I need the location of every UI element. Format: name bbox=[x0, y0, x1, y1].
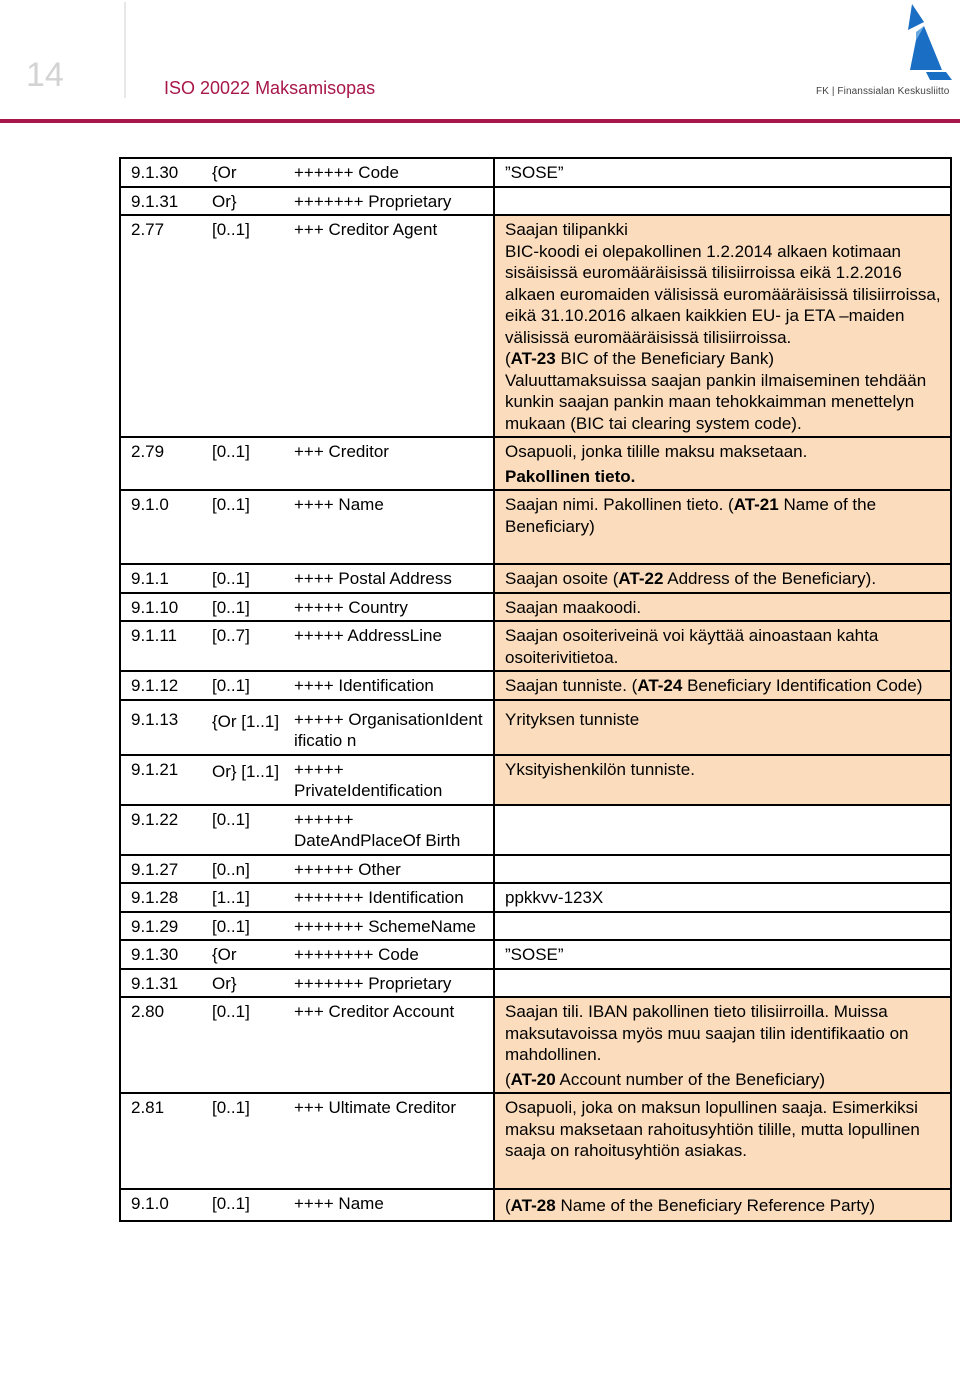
row-id: 9.1.11 bbox=[120, 621, 210, 671]
row-id: 9.1.31 bbox=[120, 187, 210, 216]
page-header bbox=[0, 0, 960, 122]
table-row bbox=[120, 158, 951, 187]
table-row bbox=[120, 755, 951, 805]
row-multiplicity: [0..1] bbox=[210, 490, 294, 564]
row-id: 2.79 bbox=[120, 437, 210, 490]
desc-line: BIC-koodi ei olepakollinen 1.2.2014 alkaen kotimaan sisäisissä euromääräisissä tilisiirroissa eikä 1.2.2016 alkaen euromaiden välisissä euromääräisissä tilisiirroissa, eikä 31.10.2016 alkaen kaikkien EU- ja ETA –maiden välisissä euromääräisissä tilisiirroissa. bbox=[505, 241, 941, 347]
row-multiplicity: [0..7] bbox=[210, 621, 294, 671]
desc-text: ( bbox=[505, 1069, 511, 1089]
document-title: ISO 20022 Maksamisopas bbox=[164, 78, 376, 98]
table-row bbox=[120, 187, 951, 216]
row-element-name: +++ Creditor bbox=[294, 437, 494, 490]
row-multiplicity: [0..1] bbox=[210, 593, 294, 622]
row-element-name: +++++ AddressLine bbox=[294, 621, 494, 671]
row-element-name: +++++++ Proprietary bbox=[294, 187, 494, 216]
row-multiplicity: [0..1] bbox=[210, 912, 294, 941]
row-multiplicity: [0..1] bbox=[210, 1189, 294, 1221]
desc-line bbox=[505, 1069, 941, 1091]
table-row bbox=[120, 805, 951, 855]
spacer bbox=[505, 1162, 941, 1186]
desc-text: Name of the Beneficiary) bbox=[505, 495, 877, 536]
row-description bbox=[494, 805, 951, 855]
row-id: 9.1.10 bbox=[120, 593, 210, 622]
table-row bbox=[120, 883, 951, 912]
at-code: AT-28 bbox=[510, 1195, 556, 1215]
row-description: Yrityksen tunniste bbox=[494, 700, 951, 755]
table-row bbox=[120, 997, 951, 1093]
row-description bbox=[494, 215, 951, 437]
desc-line bbox=[505, 348, 941, 370]
row-element-name: +++++ OrganisationIdentificatio n bbox=[294, 700, 494, 755]
row-element-name: +++++ PrivateIdentification bbox=[294, 755, 494, 805]
table-row bbox=[120, 700, 951, 755]
header-divider bbox=[124, 2, 126, 98]
row-id: 9.1.0 bbox=[120, 490, 210, 564]
row-element-name: ++++ Identification bbox=[294, 671, 494, 700]
row-element-name: ++++ Name bbox=[294, 1189, 494, 1221]
row-multiplicity: [0..1] bbox=[210, 564, 294, 593]
row-multiplicity: {Or bbox=[210, 158, 294, 187]
row-multiplicity: Or} bbox=[210, 187, 294, 216]
row-description bbox=[494, 437, 951, 490]
row-multiplicity: Or} [1..1] bbox=[210, 755, 294, 805]
field-table bbox=[119, 157, 952, 1222]
row-description bbox=[494, 969, 951, 998]
row-id: 9.1.30 bbox=[120, 940, 210, 969]
spacer bbox=[505, 537, 941, 561]
row-element-name: ++++++++ Code bbox=[294, 940, 494, 969]
mandatory-note: Pakollinen tieto. bbox=[505, 466, 636, 486]
row-id: 9.1.0 bbox=[120, 1189, 210, 1221]
table-row bbox=[120, 490, 951, 564]
desc-line: Osapuoli, jonka tilille maksu maksetaan. bbox=[505, 442, 808, 461]
row-multiplicity: [0..1] bbox=[210, 671, 294, 700]
table-row bbox=[120, 1093, 951, 1189]
row-multiplicity: [0..1] bbox=[210, 215, 294, 437]
logo-text: FK | Finanssialan Keskusliitto bbox=[816, 86, 950, 97]
row-id: 2.80 bbox=[120, 997, 210, 1093]
row-id: 2.77 bbox=[120, 215, 210, 437]
row-id: 9.1.21 bbox=[120, 755, 210, 805]
at-code: AT-22 bbox=[618, 569, 664, 588]
desc-line: Valuuttamaksuissa saajan pankin ilmaiseminen tehdään kunkin saajan pankin maan tehokkaimman menettelyn mukaan (BIC tai clearing system code). bbox=[505, 370, 927, 433]
row-description bbox=[494, 564, 951, 593]
row-element-name: ++++++ DateAndPlaceOf Birth bbox=[294, 805, 494, 855]
row-id: 9.1.1 bbox=[120, 564, 210, 593]
desc-text: Account number of the Beneficiary) bbox=[555, 1069, 826, 1089]
table-row bbox=[120, 564, 951, 593]
row-element-name: +++++++ SchemeName bbox=[294, 912, 494, 941]
table-row bbox=[120, 912, 951, 941]
row-description: Yksityishenkilön tunniste. bbox=[494, 755, 951, 805]
row-id: 9.1.13 bbox=[120, 700, 210, 755]
row-element-name: ++++ Postal Address bbox=[294, 564, 494, 593]
row-multiplicity: [0..1] bbox=[210, 805, 294, 855]
row-element-name: ++++++ Code bbox=[294, 158, 494, 187]
row-id: 9.1.28 bbox=[120, 883, 210, 912]
row-element-name: ++++++ Other bbox=[294, 855, 494, 884]
table-row bbox=[120, 437, 951, 490]
table-row bbox=[120, 969, 951, 998]
desc-text: BIC of the Beneficiary Bank) bbox=[555, 349, 774, 368]
row-element-name: +++++++ Proprietary bbox=[294, 969, 494, 998]
row-description: Saajan maakoodi. bbox=[494, 593, 951, 622]
row-description bbox=[494, 1189, 951, 1221]
table-row bbox=[120, 671, 951, 700]
desc-text: ( bbox=[505, 349, 511, 368]
row-multiplicity: {Or bbox=[210, 940, 294, 969]
row-id: 9.1.22 bbox=[120, 805, 210, 855]
row-description: Saajan osoiteriveinä voi käyttää ainoastaan kahta osoiterivitietoa. bbox=[494, 621, 951, 671]
row-id: 9.1.12 bbox=[120, 671, 210, 700]
table-row bbox=[120, 940, 951, 969]
page-number: 14 bbox=[26, 56, 64, 94]
row-multiplicity: [1..1] bbox=[210, 883, 294, 912]
row-multiplicity: Or} bbox=[210, 969, 294, 998]
desc-text: Saajan osoite ( bbox=[505, 569, 619, 588]
row-element-name: +++ Creditor Agent bbox=[294, 215, 494, 437]
row-id: 9.1.27 bbox=[120, 855, 210, 884]
row-multiplicity: {Or [1..1] bbox=[210, 700, 294, 755]
row-multiplicity: [0..1] bbox=[210, 997, 294, 1093]
row-id: 9.1.29 bbox=[120, 912, 210, 941]
desc-text: Name of the Beneficiary Reference Party) bbox=[555, 1195, 876, 1215]
row-element-name: +++ Ultimate Creditor bbox=[294, 1093, 494, 1189]
row-element-name: ++++ Name bbox=[294, 490, 494, 564]
desc-text: Saajan tunniste. ( bbox=[505, 676, 638, 695]
row-multiplicity: [0..1] bbox=[210, 437, 294, 490]
row-description bbox=[494, 187, 951, 216]
row-description bbox=[494, 490, 951, 564]
desc-text: ( bbox=[505, 1195, 511, 1215]
table-row bbox=[120, 855, 951, 884]
table-row bbox=[120, 1189, 951, 1221]
at-code: AT-24 bbox=[637, 676, 683, 695]
table-row bbox=[120, 621, 951, 671]
at-code: AT-21 bbox=[733, 495, 779, 514]
desc-text: Saajan nimi. Pakollinen tieto. ( bbox=[505, 495, 734, 514]
row-description bbox=[494, 855, 951, 884]
table-row bbox=[120, 215, 951, 437]
row-description bbox=[494, 912, 951, 941]
desc-text: Beneficiary Identification Code) bbox=[682, 676, 923, 695]
row-description bbox=[494, 997, 951, 1093]
at-code: AT-23 bbox=[510, 349, 556, 368]
desc-line: Saajan tilipankki bbox=[505, 220, 628, 239]
row-description: ”SOSE” bbox=[494, 940, 951, 969]
row-description: ”SOSE” bbox=[494, 158, 951, 187]
row-multiplicity: [0..n] bbox=[210, 855, 294, 884]
row-id: 9.1.30 bbox=[120, 158, 210, 187]
desc-line: Saajan tili. IBAN pakollinen tieto tilisiirroilla. Muissa maksutavoissa myös muu saajan tilin identifikaatio on mahdollinen. bbox=[505, 1002, 909, 1064]
row-id: 9.1.31 bbox=[120, 969, 210, 998]
header-rule bbox=[0, 119, 960, 123]
desc-line: Osapuoli, joka on maksun lopullinen saaja. Esimerkiksi maksu maksetaan rahoitusyhtiön tilille, mutta lopullinen saaja on rahoitusyhtiön asiakas. bbox=[505, 1098, 920, 1160]
row-multiplicity: [0..1] bbox=[210, 1093, 294, 1189]
row-element-name: +++++ Country bbox=[294, 593, 494, 622]
fk-logo-icon bbox=[812, 0, 960, 100]
table-row bbox=[120, 593, 951, 622]
row-description bbox=[494, 671, 951, 700]
row-description bbox=[494, 1093, 951, 1189]
row-description: ppkkvv-123X bbox=[494, 883, 951, 912]
row-element-name: +++++++ Identification bbox=[294, 883, 494, 912]
row-element-name: +++ Creditor Account bbox=[294, 997, 494, 1093]
row-id: 2.81 bbox=[120, 1093, 210, 1189]
at-code: AT-20 bbox=[510, 1069, 556, 1089]
desc-text: Address of the Beneficiary). bbox=[663, 569, 877, 588]
